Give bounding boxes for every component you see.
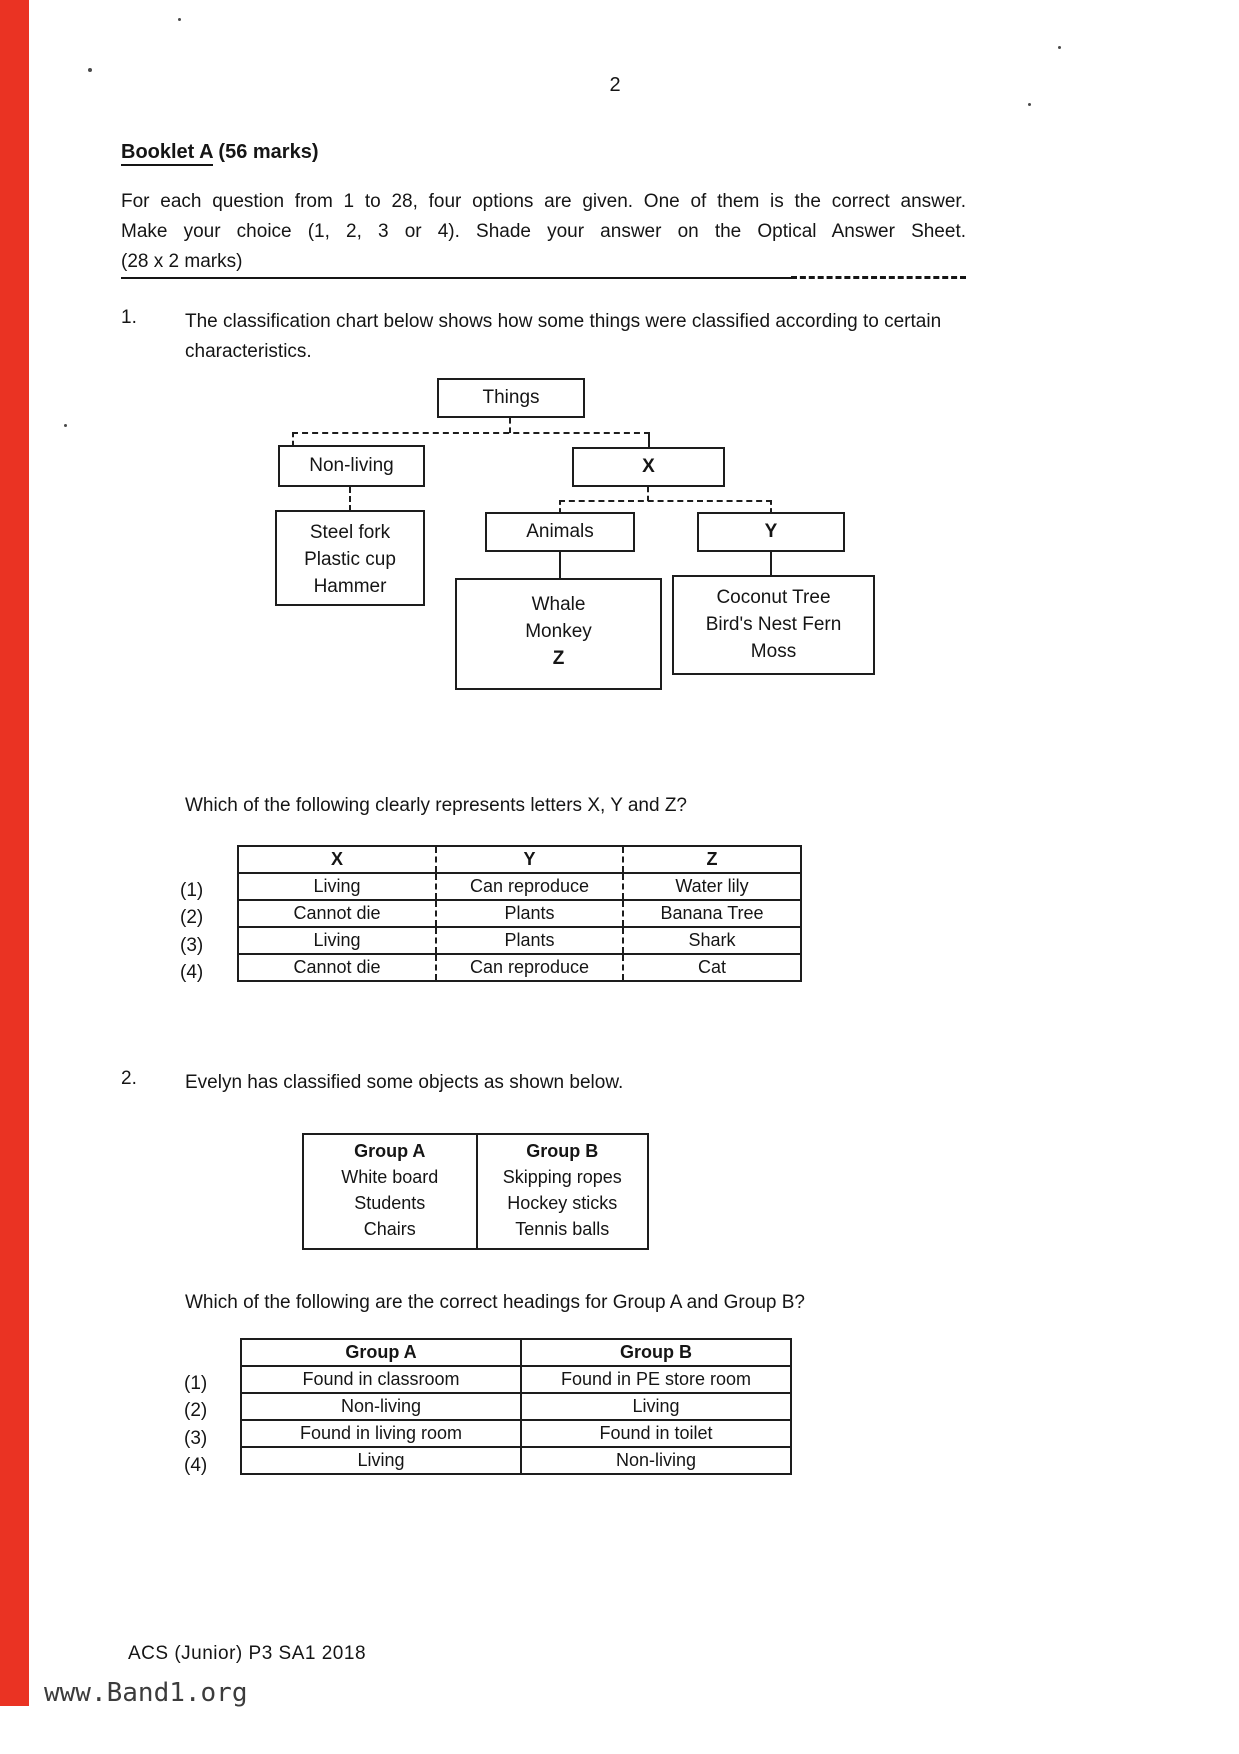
non-living-item: Plastic cup bbox=[304, 549, 396, 570]
scan-speck bbox=[88, 68, 92, 72]
group-a-item: White board bbox=[341, 1167, 439, 1187]
option-label: (2) bbox=[184, 1400, 208, 1422]
table-row bbox=[238, 873, 801, 900]
table-cell: Banana Tree bbox=[623, 900, 801, 927]
column-header: Group A bbox=[241, 1339, 521, 1366]
diagram-box-non-living-items bbox=[275, 510, 425, 606]
non-living-item: Steel fork bbox=[309, 522, 391, 543]
option-label: (1) bbox=[184, 1372, 208, 1394]
group-b-item: Hockey sticks bbox=[507, 1193, 618, 1213]
y-item: Bird's Nest Fern bbox=[705, 614, 842, 635]
table-cell: Can reproduce bbox=[436, 873, 623, 900]
table-row bbox=[238, 900, 801, 927]
animal-item-z: Z bbox=[552, 648, 565, 669]
question-2-number: 2. bbox=[121, 1068, 137, 1089]
instructions-line-1: For each question from 1 to 28, four options are given. One of them is the correct answer. bbox=[121, 191, 966, 212]
group-a-item: Chairs bbox=[363, 1219, 416, 1239]
page-number: 2 bbox=[609, 74, 621, 96]
group-a-item: Students bbox=[354, 1193, 426, 1213]
table-row bbox=[238, 954, 801, 981]
option-label: (1) bbox=[180, 879, 204, 901]
rule-line bbox=[242, 253, 791, 279]
group-b-item: Skipping ropes bbox=[502, 1167, 622, 1187]
question-1-option-labels bbox=[180, 877, 203, 987]
table-cell: Cannot die bbox=[238, 954, 436, 981]
table-cell: Non-living bbox=[521, 1447, 791, 1474]
group-b-column bbox=[476, 1135, 648, 1248]
diagram-box-things: Things bbox=[437, 378, 585, 418]
animal-item: Whale bbox=[531, 594, 586, 615]
table-row bbox=[241, 1447, 791, 1474]
rule-line-dashed bbox=[791, 253, 966, 279]
connector-line bbox=[770, 552, 772, 576]
group-b-header: Group B bbox=[526, 1141, 599, 1161]
exam-reference: ACS (Junior) P3 SA1 2018 bbox=[128, 1643, 367, 1664]
table-cell: Living bbox=[238, 927, 436, 954]
group-a-header: Group A bbox=[354, 1141, 426, 1161]
table-cell: Found in toilet bbox=[521, 1420, 791, 1447]
table-cell: Shark bbox=[623, 927, 801, 954]
table-row bbox=[241, 1420, 791, 1447]
connector-line bbox=[559, 552, 561, 579]
instructions-paragraph bbox=[121, 187, 966, 279]
table-row bbox=[241, 1366, 791, 1393]
column-header: Y bbox=[436, 846, 623, 873]
connector-line bbox=[292, 432, 650, 434]
table-cell: Cat bbox=[623, 954, 801, 981]
question-2-prompt: Which of the following are the correct headings for Group A and Group B? bbox=[185, 1292, 805, 1313]
diagram-box-x: X bbox=[572, 447, 725, 487]
diagram-box-y-items bbox=[672, 575, 875, 675]
table-cell: Found in living room bbox=[241, 1420, 521, 1447]
question-2-options-table bbox=[240, 1338, 792, 1475]
table-cell: Water lily bbox=[623, 873, 801, 900]
connector-line bbox=[559, 500, 772, 502]
option-label: (2) bbox=[180, 907, 204, 929]
connector-line bbox=[648, 432, 650, 448]
option-label: (3) bbox=[180, 934, 204, 956]
question-1-stem: The classification chart below shows how some things were classified according to certain characteristics. bbox=[185, 311, 942, 362]
table-cell: Can reproduce bbox=[436, 954, 623, 981]
table-cell: Living bbox=[238, 873, 436, 900]
table-header-row bbox=[238, 846, 801, 873]
booklet-title: Booklet A bbox=[121, 141, 213, 166]
y-item: Coconut Tree bbox=[716, 587, 831, 608]
question-1-prompt: Which of the following clearly represents letters X, Y and Z? bbox=[185, 795, 687, 816]
table-cell: Found in PE store room bbox=[521, 1366, 791, 1393]
question-2-stem: Evelyn has classified some objects as shown below. bbox=[185, 1072, 624, 1093]
group-b-item: Tennis balls bbox=[515, 1219, 610, 1239]
connector-line bbox=[349, 487, 351, 511]
table-cell: Plants bbox=[436, 900, 623, 927]
table-cell: Plants bbox=[436, 927, 623, 954]
instructions-line-2: Make your choice (1, 2, 3 or 4). Shade your answer on the Optical Answer Sheet. bbox=[121, 221, 966, 242]
option-label: (3) bbox=[184, 1427, 208, 1449]
question-2-groups-box bbox=[302, 1133, 649, 1250]
question-2-option-labels bbox=[184, 1370, 207, 1480]
diagram-box-animal-items bbox=[455, 578, 662, 690]
booklet-heading bbox=[121, 141, 318, 164]
table-cell: Non-living bbox=[241, 1393, 521, 1420]
marks-text: (28 x 2 marks) bbox=[121, 247, 242, 279]
scan-speck bbox=[64, 424, 67, 427]
y-item: Moss bbox=[750, 641, 797, 662]
left-edge-scan-bar bbox=[0, 0, 29, 1706]
column-header: Z bbox=[623, 846, 801, 873]
table-row bbox=[238, 927, 801, 954]
question-1-options-table bbox=[237, 845, 802, 982]
scan-speck bbox=[1028, 103, 1031, 106]
table-cell: Found in classroom bbox=[241, 1366, 521, 1393]
booklet-marks: (56 marks) bbox=[212, 141, 319, 163]
non-living-item: Hammer bbox=[313, 576, 387, 597]
connector-line bbox=[509, 418, 511, 433]
table-cell: Cannot die bbox=[238, 900, 436, 927]
connector-line bbox=[292, 432, 294, 446]
scan-speck bbox=[1058, 46, 1061, 49]
option-label: (4) bbox=[184, 1455, 208, 1477]
diagram-box-animals: Animals bbox=[485, 512, 635, 552]
column-header: Group B bbox=[521, 1339, 791, 1366]
table-header-row bbox=[241, 1339, 791, 1366]
column-header: X bbox=[238, 846, 436, 873]
animal-item: Monkey bbox=[525, 621, 592, 642]
connector-line bbox=[647, 487, 649, 501]
scan-speck bbox=[178, 18, 181, 21]
group-a-column bbox=[304, 1135, 476, 1248]
diagram-box-non-living: Non-living bbox=[278, 445, 425, 487]
question-1-number: 1. bbox=[121, 307, 137, 328]
option-label: (4) bbox=[180, 962, 204, 984]
marks-line bbox=[121, 247, 966, 279]
table-row bbox=[241, 1393, 791, 1420]
watermark-url: www.Band1.org bbox=[44, 1678, 248, 1708]
diagram-box-y: Y bbox=[697, 512, 845, 552]
table-cell: Living bbox=[521, 1393, 791, 1420]
table-cell: Living bbox=[241, 1447, 521, 1474]
